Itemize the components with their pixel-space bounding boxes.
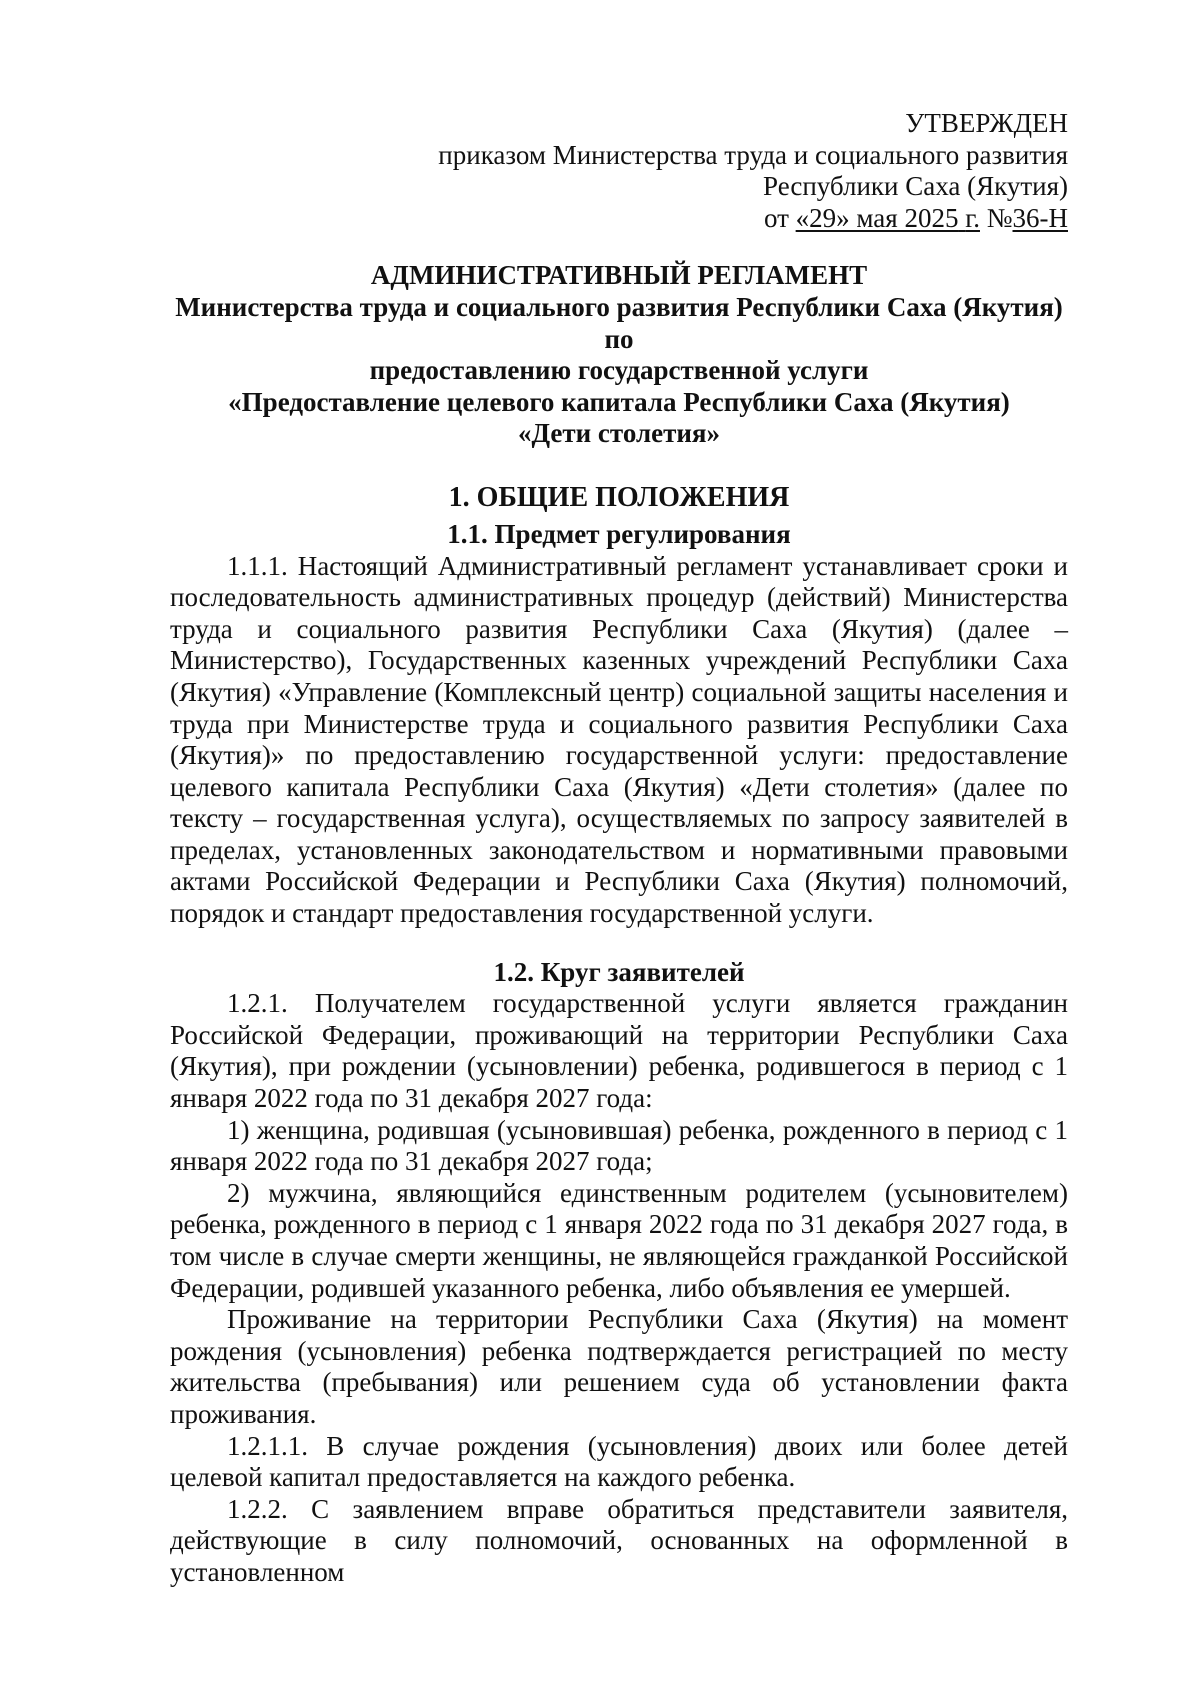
title-main: АДМИНИСТРАТИВНЫЙ РЕГЛАМЕНТ — [370, 260, 868, 291]
title-line-4: «Предоставление целевого капитала Республики Саха (Якутия) — [228, 386, 1010, 417]
subsection-1-1-title: 1.1. Предмет регулирования — [447, 518, 791, 549]
subsection-1-2-title: 1.2. Круг заявителей — [493, 956, 745, 987]
document-title — [170, 260, 1068, 450]
title-line-5: «Дети столетия» — [517, 418, 721, 449]
paragraph-1-1-1: 1.1.1. Настоящий Административный регламент устанавливает сроки и последовательность административных процедур (действий) Министерства труда и социального развития Республики Саха (Якутия) (далее – Министерство), Государственных казенных учреждений Республики Саха (Якутия) «Управление (Комплексный центр) социальной защиты населения и труда при Министерстве труда и социального развития Республики Саха (Якутия)» по предоставлению государственной услуги: предоставление целевого капитала Республики Саха (Якутия) «Дети столетия» (далее по тексту – государственная услуга), осуществляемых по запросу заявителей в пределах, установленных законодательством и нормативными правовыми актами Российской Федерации и Республики Саха (Якутия) полномочий, порядок и стандарт предоставления государственной услуги. — [170, 550, 1068, 929]
approval-block — [170, 108, 1068, 234]
date-number: 36-Н — [1012, 202, 1068, 233]
section-1-title: 1. ОБЩИЕ ПОЛОЖЕНИЯ — [448, 481, 790, 513]
date-year-suffix: г. — [965, 202, 980, 233]
date-prefix: от — [763, 202, 796, 233]
paragraph-1-2-1: 1.2.1. Получателем государственной услуги является гражданин Российской Федерации, проживающий на территории Республики Саха (Якутия), при рождении (усыновлении) ребенка, родившегося в период с 1 января 2022 года по 31 декабря 2027 года: — [170, 988, 1068, 1114]
paragraph-item-1: 1) женщина, родившая (усыновившая) ребенка, рожденного в период с 1 января 2022 года по 31 декабря 2027 года; — [170, 1114, 1068, 1177]
title-line-2: Министерства труда и социального развития Республики Саха (Якутия) по — [175, 291, 1063, 354]
paragraph-residence: Проживание на территории Республики Саха (Якутия) на момент рождения (усыновления) ребенка подтверждается регистрацией по месту жительства (пребывания) или решением суда об установлении факта проживания. — [170, 1304, 1068, 1429]
approval-date-line — [170, 203, 1068, 235]
title-line-3: предоставлению государственной услуги — [369, 355, 869, 386]
approval-status: УТВЕРЖДЕН — [905, 108, 1068, 138]
date-number-prefix: № — [979, 202, 1013, 233]
approval-order-line: приказом Министерства труда и социального развития — [438, 139, 1068, 170]
date-day: «29» мая 2025 — [795, 202, 959, 233]
paragraph-1-2-2: 1.2.2. С заявлением вправе обратиться представители заявителя, действующие в силу полномочий, основанных на оформленной в установленном — [170, 1493, 1068, 1587]
approval-republic-line: Республики Саха (Якутия) — [763, 171, 1068, 202]
paragraph-item-2: 2) мужчина, являющийся единственным родителем (усыновителем) ребенка, рожденного в период с 1 января 2022 года по 31 декабря 2027 года, в том числе в случае смерти женщины, не являющейся гражданкой Российской Федерации, родившей указанного ребенка, либо объявления ее умершей. — [170, 1177, 1068, 1303]
paragraph-1-2-1-1: 1.2.1.1. В случае рождения (усыновления) двоих или более детей целевой капитал предоставляется на каждого ребенка. — [170, 1430, 1068, 1493]
